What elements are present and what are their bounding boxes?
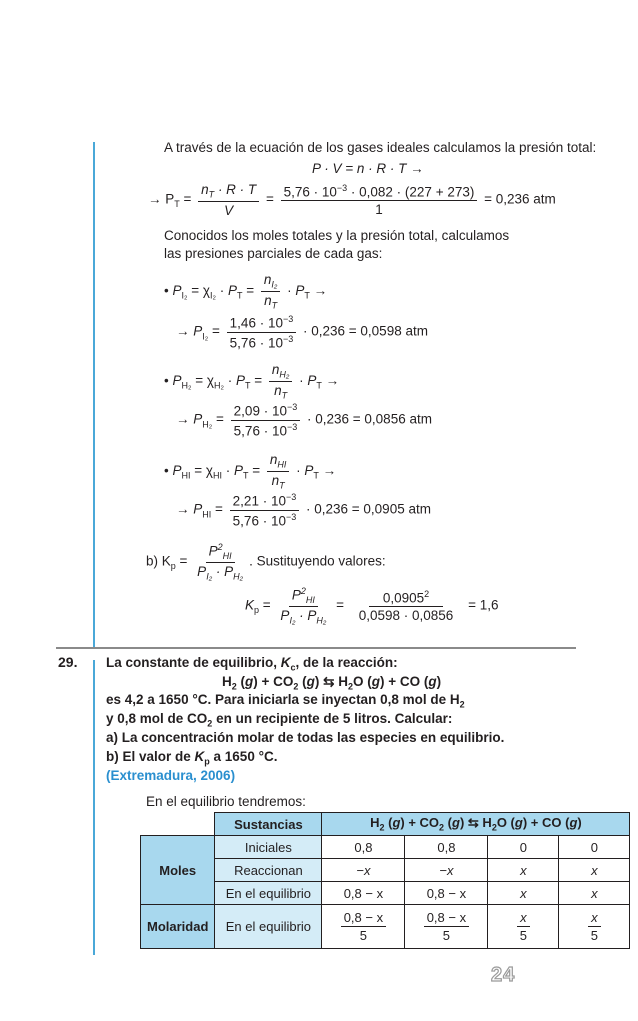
partial-intro-1: Conocidos los moles totales y la presión total, calculamos: [164, 228, 510, 243]
partial-intro-2: las presiones parciales de cada gas:: [164, 246, 383, 261]
h2-calc: → $P_{H_2}$ = $\frac{2,09 \cdot 10^{-3}}{5,76 \cdot 10^{-3}}$ · 0,236 = 0,0856 atm: [176, 402, 432, 438]
h2-formula: • $P_{H_2} = \chi_{H_2} \cdot P_T$ = $\frac{n_{H_2}}{n_T}$ · $P_T$ →: [164, 362, 340, 401]
pt-fraction-2: $5,76 \cdot 10^{-3} \cdot 0,082 \cdot (227 + 273)$ 1: [281, 183, 478, 218]
h2-result: · 0,236 = 0,0856 atm: [307, 411, 432, 427]
problem-reaction: $H_2$ $(g) + CO_2$ (g) ⇆ $H_2O$ (g) + CO (g): [222, 674, 442, 692]
problem-source: (Extremadura, 2006): [106, 768, 236, 783]
table-row: En el equilibrio 0,8 − x 0,8 − x x x: [141, 882, 630, 905]
total-pressure-calc: → $P_T$ = $\frac{n_T \cdot R \cdot T}{V}$ = $5,76 \cdot 10^{-3} \cdot 0,082 \cdot (227 + 273)$ 1 = 0,236 atm: [148, 182, 556, 218]
hi-result: · 0,236 = 0,0905 atm: [306, 501, 431, 517]
part-b-formula: b) $K_p$ = $\frac{P^2_{HI}}{P_{I_2} \cdot P_{H_2}}$ . Sustituyendo valores:: [146, 542, 386, 582]
pt-result: = 0,236 atm: [484, 191, 556, 207]
problem-line-6: b) El valor de $K_p$ a 1650 °C.: [106, 749, 278, 767]
page-number: 24: [491, 964, 516, 986]
problem-number: 29.: [58, 654, 78, 670]
header-substances: Sustancias: [215, 813, 322, 836]
table-row: Reaccionan −x −x x x: [141, 859, 630, 882]
equilibrium-table: [140, 812, 630, 949]
margin-line-top: [93, 142, 95, 647]
section-divider: [56, 647, 576, 649]
i2-formula: • $P_{I_2} = \chi_{I_2} \cdot P_T$ = $\frac{n_{I_2}}{n_T}$ · $P_T$ →: [164, 272, 328, 311]
table-header-row: [141, 813, 630, 836]
equilibrium-intro: En el equilibrio tendremos:: [146, 794, 306, 809]
pt-lhs: → P: [148, 191, 175, 207]
kp-calc: $K_p$ = $\frac{P^2_{HI}}{P_{I_2} \cdot P_{H_2}}$ = $\frac{0,0905^2}{0,0598 \cdot 0,0856}$ = 1,6: [245, 586, 499, 626]
pt-fraction-1: $\frac{n_T \cdot R \cdot T}{V}$: [198, 182, 259, 218]
moles-label: Moles: [141, 836, 215, 905]
problem-line-3: es 4,2 a 1650 °C. Para iniciarla se inyectan 0,8 mol de $H_2$: [106, 692, 465, 710]
problem-line-4: y 0,8 mol de $CO_2$ en un recipiente de 5 litros. Calcular:: [106, 711, 453, 729]
table-row: Moles Iniciales 0,8 0,8 0 0: [141, 836, 630, 859]
kp-result: = 1,6: [468, 597, 499, 613]
i2-result: · 0,236 = 0,0598 atm: [303, 323, 428, 339]
ideal-gas-equation: P · V = n · R · T →: [312, 161, 424, 176]
hi-formula: • $P_{HI} = \chi_{HI} \cdot P_T$ = $\frac{n_{HI}}{n_T}$ · $P_T$ →: [164, 452, 337, 491]
part-b-text: . Sustituyendo valores:: [249, 553, 386, 569]
problem-line-1: La constante de equilibrio, $K_c$, de la reacción:: [106, 655, 398, 673]
header-reaction: $H_2$ $(g) + CO_2$ (g) ⇆ $H_2O$ (g) + CO (g): [322, 813, 630, 836]
table-row: Molaridad En el equilibrio $\frac{0,8 - x}{5}$ $\frac{0,8 - x}{5}$ $\frac{x}{5}$ $\frac{x}{5}$: [141, 905, 630, 949]
hi-calc: → $P_{HI}$ = $\frac{2,21 \cdot 10^{-3}}{5,76 \cdot 10^{-3}}$ · 0,236 = 0,0905 atm: [176, 492, 431, 528]
molarity-label: Molaridad: [141, 905, 215, 949]
solution-intro: A través de la ecuación de los gases ideales calculamos la presión total:: [164, 140, 597, 155]
margin-line-bottom: [93, 660, 95, 955]
problem-line-5: a) La concentración molar de todas las especies en equilibrio.: [106, 730, 505, 745]
i2-calc: → $P_{I_2}$ = $\frac{1,46 \cdot 10^{-3}}{5,76 \cdot 10^{-3}}$ · 0,236 = 0,0598 atm: [176, 314, 428, 350]
